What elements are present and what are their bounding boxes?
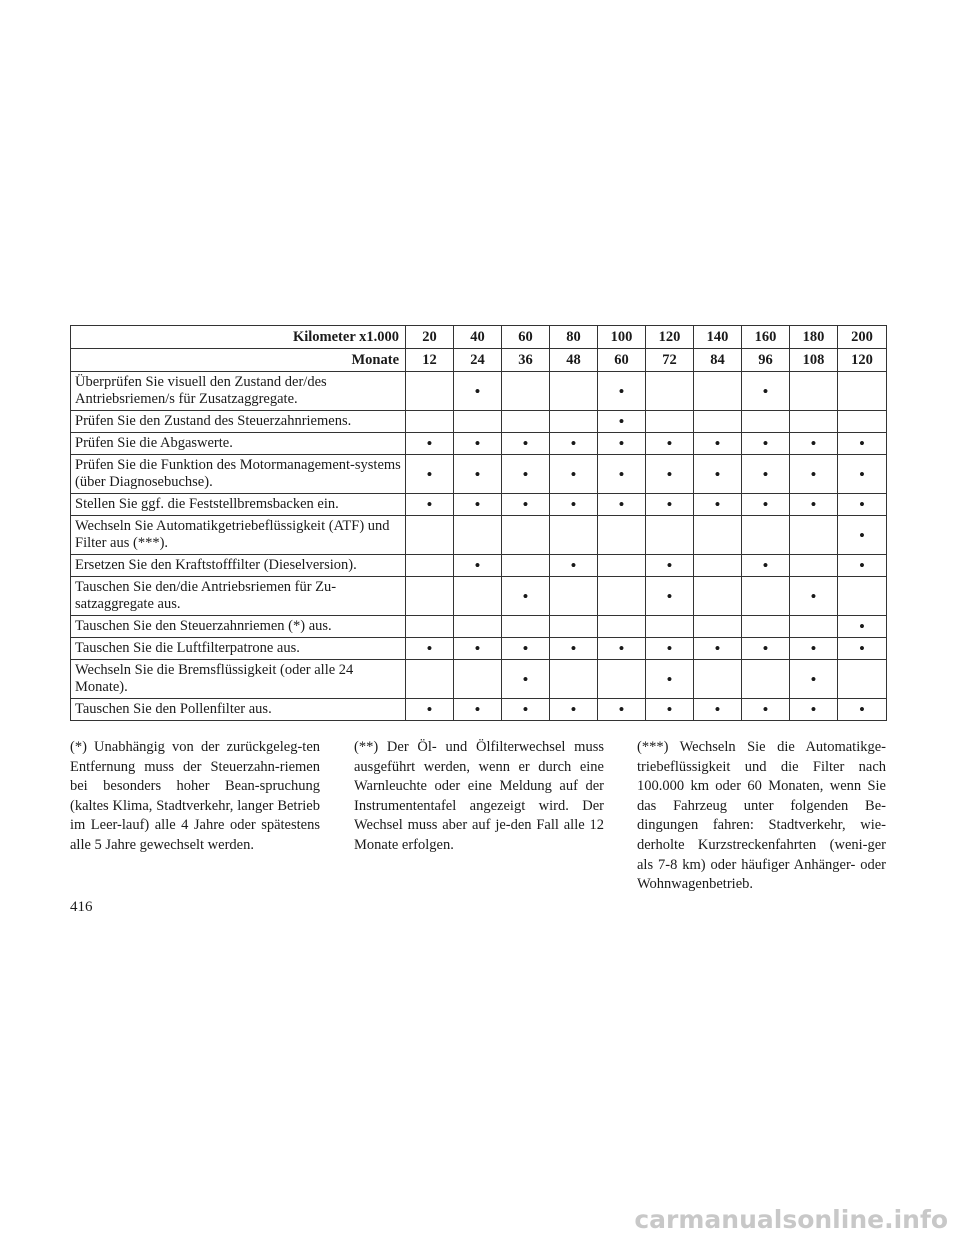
task-cell: Überprüfen Sie visuell den Zustand der/des Antriebsriemen/s für Zusatzaggregate. xyxy=(71,372,406,411)
schedule-row xyxy=(71,577,887,616)
service-bullet: • xyxy=(454,433,502,455)
service-bullet: • xyxy=(598,455,646,494)
empty-cell xyxy=(694,577,742,616)
empty-cell xyxy=(838,577,887,616)
schedule-row xyxy=(71,638,887,660)
months-header-cell: 96 xyxy=(742,349,790,372)
schedule-row xyxy=(71,699,887,721)
empty-cell xyxy=(550,411,598,433)
service-bullet: • xyxy=(694,699,742,721)
empty-cell xyxy=(550,616,598,638)
footnote-timing-belt: (*) Unabhängig von der zurückgeleg-ten Entfernung muss der Steuerzahn-riemen bei besonders hoher Bean-spruchung (kaltes Klima, Stadtverkehr, langer Betrieb im Leer-lauf) alle 4 Jahre oder spätestens alle 5 Jahre gewechselt werden. xyxy=(70,739,320,853)
maintenance-schedule-table xyxy=(70,325,887,721)
service-bullet: • xyxy=(646,660,694,699)
empty-cell xyxy=(598,555,646,577)
service-bullet: • xyxy=(838,616,887,638)
schedule-row xyxy=(71,433,887,455)
km-header-cell: 120 xyxy=(646,326,694,349)
service-bullet: • xyxy=(598,699,646,721)
months-header-label: Monate xyxy=(71,349,406,372)
empty-cell xyxy=(406,516,454,555)
schedule-row xyxy=(71,516,887,555)
task-cell: Prüfen Sie den Zustand des Steuerzahnriemens. xyxy=(71,411,406,433)
service-bullet: • xyxy=(646,494,694,516)
months-header-cell: 36 xyxy=(502,349,550,372)
service-bullet: • xyxy=(454,455,502,494)
service-bullet: • xyxy=(790,433,838,455)
task-cell: Prüfen Sie die Abgaswerte. xyxy=(71,433,406,455)
service-bullet: • xyxy=(502,660,550,699)
task-cell: Prüfen Sie die Funktion des Motormanagement-systems (über Diagnosebuchse). xyxy=(71,455,406,494)
service-bullet: • xyxy=(742,372,790,411)
service-bullet: • xyxy=(502,638,550,660)
task-cell: Wechseln Sie die Bremsflüssigkeit (oder alle 24 Monate). xyxy=(71,660,406,699)
task-cell: Tauschen Sie die Luftfilterpatrone aus. xyxy=(71,638,406,660)
schedule-row xyxy=(71,494,887,516)
service-bullet: • xyxy=(550,699,598,721)
empty-cell xyxy=(646,616,694,638)
service-bullet: • xyxy=(454,699,502,721)
empty-cell xyxy=(502,555,550,577)
service-bullet: • xyxy=(598,433,646,455)
empty-cell xyxy=(502,372,550,411)
empty-cell xyxy=(694,372,742,411)
empty-cell xyxy=(694,555,742,577)
service-bullet: • xyxy=(838,455,887,494)
service-bullet: • xyxy=(406,699,454,721)
task-cell: Ersetzen Sie den Kraftstofffilter (Dieselversion). xyxy=(71,555,406,577)
service-bullet: • xyxy=(406,638,454,660)
empty-cell xyxy=(598,616,646,638)
service-bullet: • xyxy=(790,455,838,494)
empty-cell xyxy=(550,516,598,555)
service-bullet: • xyxy=(742,433,790,455)
task-cell: Wechseln Sie Automatikgetriebeflüssigkeit (ATF) und Filter aus (***). xyxy=(71,516,406,555)
months-header-row xyxy=(71,349,887,372)
empty-cell xyxy=(790,516,838,555)
months-header-cell: 60 xyxy=(598,349,646,372)
empty-cell xyxy=(742,516,790,555)
watermark-logo: carmanualsonline.info xyxy=(634,1205,948,1234)
service-bullet: • xyxy=(742,455,790,494)
service-bullet: • xyxy=(406,455,454,494)
empty-cell xyxy=(790,616,838,638)
schedule-row xyxy=(71,372,887,411)
service-bullet: • xyxy=(838,433,887,455)
empty-cell xyxy=(502,516,550,555)
service-bullet: • xyxy=(502,699,550,721)
service-bullet: • xyxy=(454,494,502,516)
service-bullet: • xyxy=(550,455,598,494)
service-bullet: • xyxy=(646,433,694,455)
schedule-row xyxy=(71,616,887,638)
empty-cell xyxy=(406,411,454,433)
service-bullet: • xyxy=(502,455,550,494)
months-header-cell: 72 xyxy=(646,349,694,372)
service-bullet: • xyxy=(790,494,838,516)
service-bullet: • xyxy=(454,372,502,411)
empty-cell xyxy=(694,616,742,638)
schedule-row xyxy=(71,411,887,433)
empty-cell xyxy=(598,660,646,699)
km-header-cell: 100 xyxy=(598,326,646,349)
task-cell: Tauschen Sie den Pollenfilter aus. xyxy=(71,699,406,721)
service-bullet: • xyxy=(790,699,838,721)
km-header-cell: 180 xyxy=(790,326,838,349)
km-header-cell: 20 xyxy=(406,326,454,349)
service-bullet: • xyxy=(742,699,790,721)
page-number: 416 xyxy=(70,899,93,915)
service-bullet: • xyxy=(742,555,790,577)
km-header-cell: 160 xyxy=(742,326,790,349)
schedule-row xyxy=(71,555,887,577)
service-bullet: • xyxy=(598,638,646,660)
service-bullet: • xyxy=(694,455,742,494)
empty-cell xyxy=(406,660,454,699)
service-bullet: • xyxy=(838,699,887,721)
service-bullet: • xyxy=(742,638,790,660)
km-header-label: Kilometer x1.000 xyxy=(71,326,406,349)
service-bullet: • xyxy=(838,638,887,660)
empty-cell xyxy=(406,616,454,638)
empty-cell xyxy=(550,577,598,616)
empty-cell xyxy=(646,516,694,555)
empty-cell xyxy=(550,660,598,699)
service-bullet: • xyxy=(502,494,550,516)
months-header-cell: 48 xyxy=(550,349,598,372)
schedule-row xyxy=(71,660,887,699)
km-header-cell: 200 xyxy=(838,326,887,349)
months-header-cell: 120 xyxy=(838,349,887,372)
empty-cell xyxy=(742,411,790,433)
service-bullet: • xyxy=(838,494,887,516)
service-bullet: • xyxy=(598,411,646,433)
km-header-cell: 80 xyxy=(550,326,598,349)
empty-cell xyxy=(406,555,454,577)
service-bullet: • xyxy=(550,555,598,577)
empty-cell xyxy=(406,577,454,616)
empty-cell xyxy=(790,555,838,577)
empty-cell xyxy=(406,372,454,411)
service-bullet: • xyxy=(646,577,694,616)
km-header-row xyxy=(71,326,887,349)
service-bullet: • xyxy=(742,494,790,516)
empty-cell xyxy=(502,411,550,433)
service-bullet: • xyxy=(790,638,838,660)
service-bullet: • xyxy=(502,433,550,455)
empty-cell xyxy=(598,577,646,616)
service-bullet: • xyxy=(646,699,694,721)
service-bullet: • xyxy=(790,577,838,616)
km-header-cell: 140 xyxy=(694,326,742,349)
empty-cell xyxy=(694,660,742,699)
service-bullet: • xyxy=(550,433,598,455)
footnote-oil-change: (**) Der Öl- und Ölfilterwechsel muss ausgeführt werden, wenn er durch eine Warnleuchte oder eine Meldung auf der Instrumententafel angezeigt wird. Der Wechsel muss aber auf je-den Fall alle 12 Monate erfolgen. xyxy=(354,739,604,853)
service-bullet: • xyxy=(598,494,646,516)
service-bullet: • xyxy=(550,494,598,516)
service-bullet: • xyxy=(454,638,502,660)
service-bullet: • xyxy=(550,638,598,660)
empty-cell xyxy=(742,660,790,699)
months-header-cell: 108 xyxy=(790,349,838,372)
service-bullet: • xyxy=(406,433,454,455)
empty-cell xyxy=(838,411,887,433)
empty-cell xyxy=(646,372,694,411)
empty-cell xyxy=(598,516,646,555)
schedule-row xyxy=(71,455,887,494)
service-bullet: • xyxy=(406,494,454,516)
empty-cell xyxy=(454,516,502,555)
service-bullet: • xyxy=(454,555,502,577)
empty-cell xyxy=(694,411,742,433)
service-bullet: • xyxy=(646,555,694,577)
footnote-atf-change: (***) Wechseln Sie die Automatikge-triebeflüssigkeit und die Filter nach 100.000 km oder 60 Monaten, wenn Sie das Fahrzeug unter folgenden Be-dingungen fahren: Stadtverkehr, wie-derholte Kurzstreckenfahrten (weni-ger als 7-8 km) oder häufiger Anhänger- oder Wohnwagenbetrieb. xyxy=(637,739,886,893)
empty-cell xyxy=(646,411,694,433)
service-bullet: • xyxy=(694,494,742,516)
service-bullet: • xyxy=(694,638,742,660)
empty-cell xyxy=(790,411,838,433)
empty-cell xyxy=(454,411,502,433)
service-bullet: • xyxy=(838,516,887,555)
task-cell: Stellen Sie ggf. die Feststellbremsbacken ein. xyxy=(71,494,406,516)
service-bullet: • xyxy=(838,555,887,577)
empty-cell xyxy=(454,660,502,699)
empty-cell xyxy=(454,616,502,638)
service-bullet: • xyxy=(790,660,838,699)
km-header-cell: 40 xyxy=(454,326,502,349)
empty-cell xyxy=(550,372,598,411)
empty-cell xyxy=(838,660,887,699)
task-cell: Tauschen Sie den/die Antriebsriemen für Zu-satzaggregate aus. xyxy=(71,577,406,616)
service-bullet: • xyxy=(694,433,742,455)
empty-cell xyxy=(502,616,550,638)
months-header-cell: 84 xyxy=(694,349,742,372)
empty-cell xyxy=(790,372,838,411)
service-bullet: • xyxy=(598,372,646,411)
schedule-body xyxy=(71,372,887,721)
empty-cell xyxy=(838,372,887,411)
empty-cell xyxy=(742,616,790,638)
empty-cell xyxy=(694,516,742,555)
service-bullet: • xyxy=(646,455,694,494)
km-header-cell: 60 xyxy=(502,326,550,349)
months-header-cell: 12 xyxy=(406,349,454,372)
empty-cell xyxy=(454,577,502,616)
empty-cell xyxy=(742,577,790,616)
service-bullet: • xyxy=(646,638,694,660)
service-bullet: • xyxy=(502,577,550,616)
months-header-cell: 24 xyxy=(454,349,502,372)
task-cell: Tauschen Sie den Steuerzahnriemen (*) aus. xyxy=(71,616,406,638)
